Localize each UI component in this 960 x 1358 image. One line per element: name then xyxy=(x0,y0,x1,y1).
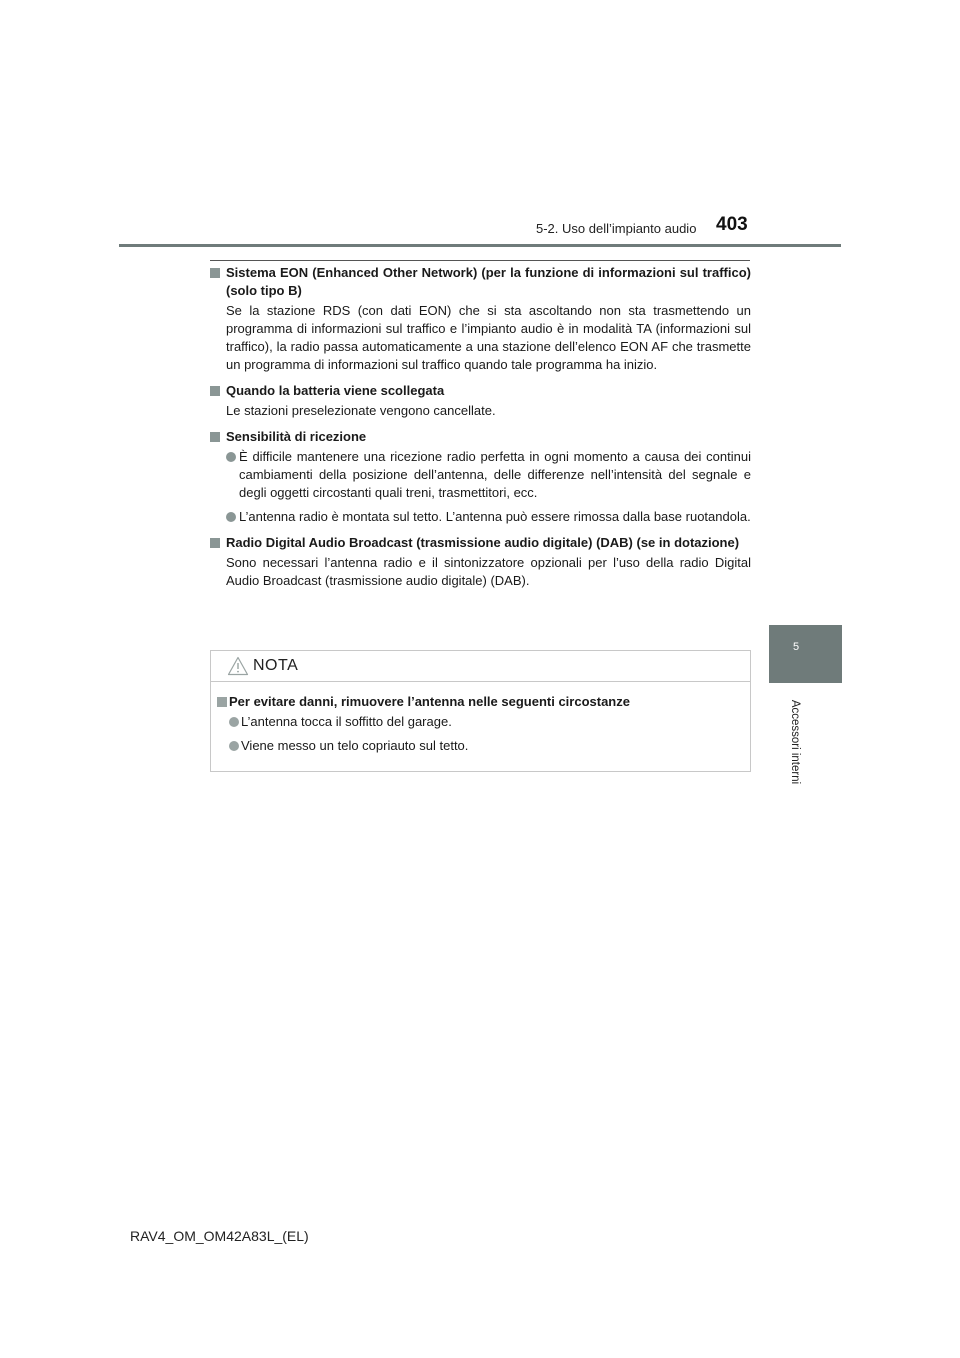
nota-content xyxy=(217,693,744,761)
section-body: Se la stazione RDS (con dati EON) che si sta ascoltando non sta trasmettendo un programma di informazioni sul traffico e l’impianto audio è in modalità TA (informazioni sul traffico), la radio passa automaticamente a una stazione dell’elenco EON AF che trasmette un programma di informazioni sul traffico quando tale programma ha inizio. xyxy=(226,303,751,372)
list-item xyxy=(210,508,751,526)
section-title-text: Sistema EON (Enhanced Other Network) (per la funzione di informazioni sul traffico) (solo tipo B) xyxy=(226,265,751,298)
circle-bullet-icon xyxy=(229,741,239,751)
nota-box xyxy=(210,650,751,772)
footer-model-code: RAV4_OM_OM42A83L_(EL) xyxy=(130,1228,309,1244)
list-item xyxy=(210,448,751,502)
section-title xyxy=(210,428,751,446)
section-reception xyxy=(210,428,751,526)
nota-label: NOTA xyxy=(253,657,299,674)
circle-bullet-icon xyxy=(226,452,236,462)
square-bullet-icon xyxy=(210,538,220,548)
content-top-rule xyxy=(210,260,750,261)
main-content xyxy=(210,264,751,598)
chapter-number: 5 xyxy=(792,641,800,653)
nota-title xyxy=(217,693,744,711)
list-item-text: Viene messo un telo copriauto sul tetto. xyxy=(241,738,469,753)
list-item xyxy=(217,737,744,755)
section-title-text: Sensibilità di ricezione xyxy=(226,429,367,444)
section-title xyxy=(210,534,751,552)
header-section-title: 5-2. Uso dell’impianto audio xyxy=(536,221,697,236)
square-bullet-icon xyxy=(210,386,220,396)
section-battery xyxy=(210,382,751,420)
circle-bullet-icon xyxy=(229,717,239,727)
square-bullet-icon xyxy=(217,697,227,707)
square-bullet-icon xyxy=(210,432,220,442)
section-title-text: Radio Digital Audio Broadcast (trasmissione audio digitale) (DAB) (se in dotazione) xyxy=(226,535,740,550)
list-item-text: È difficile mantenere una ricezione radio perfetta in ogni momento a causa dei continui cambiamenti della posizione dell’antenna, delle differenze nell’intensità del segnale e degli oggetti circostanti quali treni, trasmettitori, ecc. xyxy=(239,449,751,500)
square-bullet-icon xyxy=(210,268,220,278)
nota-title-text: Per evitare danni, rimuovere l’antenna nelle seguenti circostanze xyxy=(229,694,630,709)
section-title xyxy=(210,264,751,300)
section-body: Sono necessari l’antenna radio e il sintonizzatore opzionali per l’uso della radio Digital Audio Broadcast (trasmissione audio digitale) (DAB). xyxy=(226,555,751,588)
header-divider xyxy=(119,244,841,247)
section-eon xyxy=(210,264,751,374)
section-title xyxy=(210,382,751,400)
section-dab xyxy=(210,534,751,590)
list-item-text: L’antenna radio è montata sul tetto. L’antenna può essere rimossa dalla base ruotandola. xyxy=(239,509,751,524)
chapter-tab-block xyxy=(769,625,842,683)
warning-triangle-icon xyxy=(227,656,249,676)
circle-bullet-icon xyxy=(226,512,236,522)
page-number: 403 xyxy=(716,214,748,235)
list-item xyxy=(217,713,744,731)
section-title-text: Quando la batteria viene scollegata xyxy=(226,383,445,398)
chapter-title: Accessori interni xyxy=(789,699,801,785)
list-item-text: L’antenna tocca il soffitto del garage. xyxy=(241,714,452,729)
section-body: Le stazioni preselezionate vengono cancellate. xyxy=(226,403,496,418)
nota-header xyxy=(211,651,750,682)
